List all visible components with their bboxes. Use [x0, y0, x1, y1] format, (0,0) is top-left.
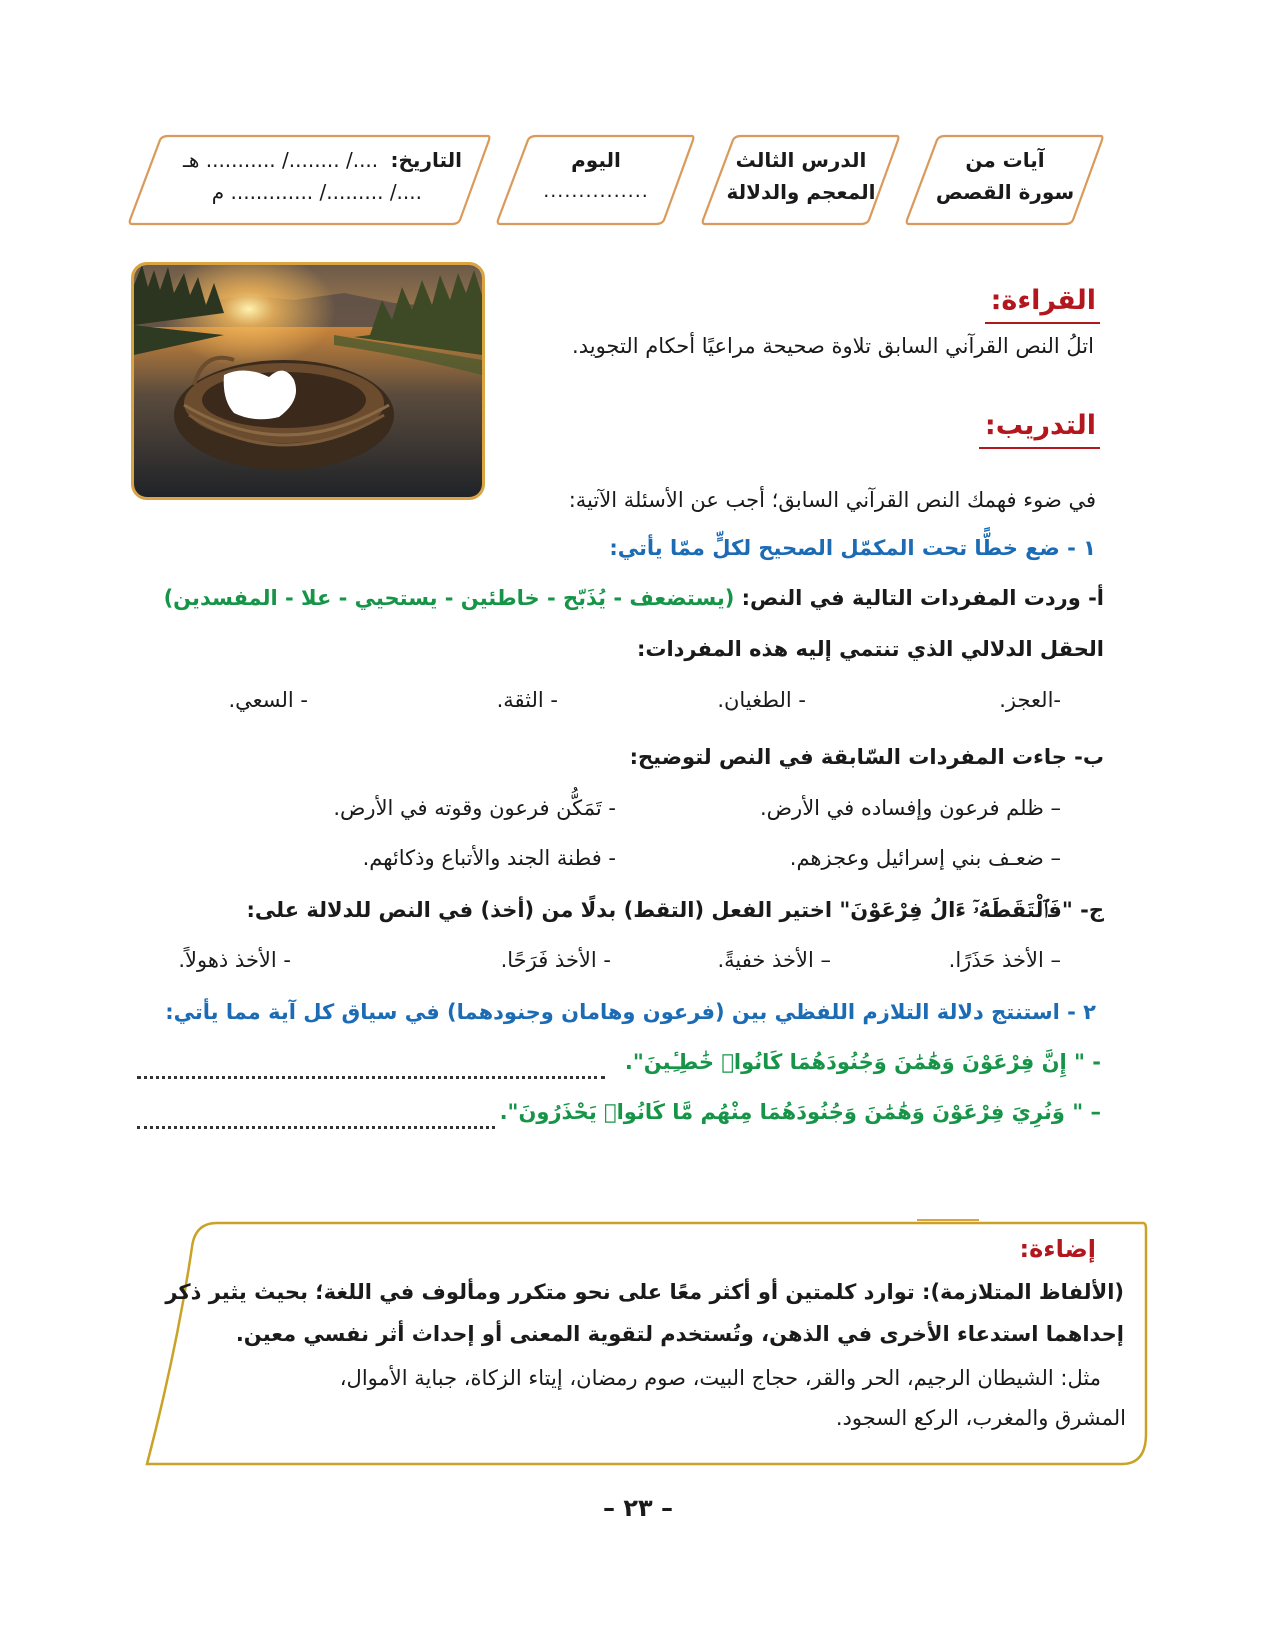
illumination-line-2: إحداهما استدعاء الأخرى في الذهن، وتُستخدم لتقوية المعنى أو إحداث أثر نفسي معين. — [235, 1322, 1124, 1346]
basket-river-photo — [131, 262, 485, 500]
tab-lesson-line1: الدرس الثالث — [735, 148, 867, 172]
option-1b-2[interactable]: - تَمَكُّن فرعون وقوته في الأرض. — [333, 796, 616, 820]
option-1a-1[interactable]: -العجز. — [999, 688, 1061, 712]
answer-line-2[interactable] — [137, 1126, 495, 1129]
option-1a-4[interactable]: - السعي. — [228, 688, 308, 712]
question-1c: ج- "فَٱلْتَقَطَهُۥٓ ءَالُ فِرْعَوْنَ" اختير الفعل (التقط) بدلًا من (أخذ) في النص للدلالة على: — [246, 898, 1104, 922]
training-intro: في ضوء فهمك النص القرآني السابق؛ أجب عن الأسئلة الآتية: — [568, 488, 1096, 512]
option-1b-4[interactable]: - فطنة الجند والأتباع وذكائهم. — [362, 846, 616, 870]
option-1c-2[interactable]: – الأخذ خفيةً. — [717, 948, 831, 972]
question-1b: ب- جاءت المفردات السّابقة في النص لتوضيح: — [629, 745, 1104, 769]
date-hijri-field[interactable]: ..../ ......../ ........... هـ — [182, 148, 379, 172]
option-1a-3[interactable]: - الثقة. — [496, 688, 558, 712]
option-1c-3[interactable]: - الأخذ فَرَحًا. — [500, 948, 611, 972]
tab-day-blank[interactable]: ............... — [543, 180, 649, 202]
question-2-verse-2: – " وَنُرِيَ فِرْعَوْنَ وَهَٰمَٰنَ وَجُنُودَهُمَا مِنْهُم مَّا كَانُوا۟ يَحْذَرُونَ". — [499, 1100, 1101, 1124]
question-1a: أ- وردت المفردات التالية في النص: (يستضعف - يُذَبّح - خاطئين - يستحيي - علا - المفسدين) — [163, 586, 1104, 610]
illumination-line-3: مثل: الشيطان الرجيم، الحر والقر، حجاج البيت، صوم رمضان، إيتاء الزكاة، جباية الأموال، — [339, 1366, 1101, 1390]
illumination-line-1: (الألفاظ المتلازمة): توارد كلمتين أو أكثر معًا على نحو متكرر ومألوف في اللغة؛ بحيث يثير ذكر — [165, 1280, 1124, 1304]
tab-surah-line2: سورة القصص — [935, 180, 1075, 204]
option-1c-4[interactable]: - الأخذ ذهولاً. — [178, 948, 291, 972]
reading-instruction: اتلُ النص القرآني السابق تلاوة صحيحة مراعيًا أحكام التجويد. — [572, 334, 1094, 358]
reading-heading: القراءة: — [991, 285, 1096, 316]
tab-lesson-line2: المعجم والدلالة — [726, 180, 876, 204]
question-2: ٢ - استنتج دلالة التلازم اللفظي بين (فرعون وهامان وجنودهما) في سياق كل آية مما يأتي: — [165, 1000, 1096, 1024]
page-number: – ٢٣ – — [602, 1494, 673, 1522]
option-1c-1[interactable]: – الأخذ حَذَرًا. — [948, 948, 1061, 972]
option-1b-3[interactable]: – ضعـف بني إسرائيل وعجزهم. — [789, 846, 1061, 870]
tab-lesson — [701, 134, 901, 226]
illumination-line-4: المشرق والمغرب، الركع السجود. — [835, 1406, 1126, 1430]
tab-day — [496, 134, 696, 226]
q1a-word-list: (يستضعف - يُذَبّح - خاطئين - يستحيي - علا - المفسدين) — [163, 586, 735, 610]
question-2-verse-1: - " إِنَّ فِرْعَوْنَ وَهَٰمَٰنَ وَجُنُودَهُمَا كَانُوا۟ خَٰطِـِٔينَ". — [624, 1050, 1101, 1074]
q1c-quote: "فَٱلْتَقَطَهُۥٓ ءَالُ فِرْعَوْنَ" — [839, 898, 1073, 922]
option-1a-2[interactable]: - الطغيان. — [717, 688, 806, 712]
question-1a-field: الحقل الدلالي الذي تنتمي إليه هذه المفردات: — [636, 637, 1104, 661]
tab-date — [128, 134, 492, 226]
answer-line-1[interactable] — [137, 1076, 605, 1079]
tab-date-label: التاريخ: — [390, 148, 462, 172]
tab-day-label: اليوم — [571, 148, 621, 172]
tab-surah — [905, 134, 1105, 226]
date-gregorian-field[interactable]: ..../ ........./ ............. م — [211, 180, 422, 204]
option-1b-1[interactable]: – ظلم فرعون وإفساده في الأرض. — [759, 796, 1061, 820]
training-heading: التدريب: — [985, 410, 1096, 441]
illumination-heading: إضاءة: — [1019, 1235, 1096, 1263]
question-1: ١ - ضع خطًّا تحت المكمّل الصحيح لكلٍّ ممّا يأتي: — [609, 536, 1096, 560]
tab-surah-line1: آيات من — [965, 148, 1045, 172]
